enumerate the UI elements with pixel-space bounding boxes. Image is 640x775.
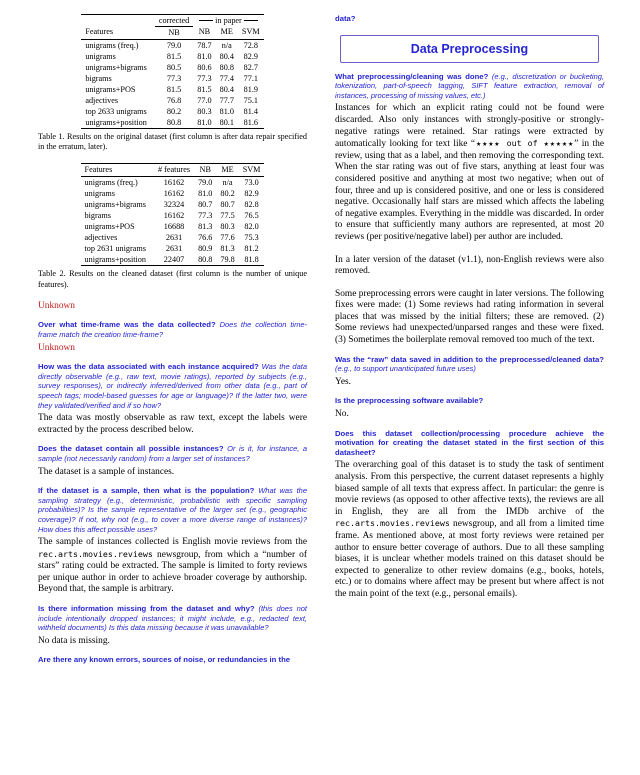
- value-cell: 81.0: [219, 106, 234, 116]
- section-header-data-preprocessing: [340, 35, 599, 63]
- table-row: [81, 62, 263, 73]
- feature-cell: bigrams: [84, 210, 111, 220]
- question-text: What preprocessing/cleaning was done?: [335, 71, 489, 81]
- answer-missing: No data is missing.: [38, 635, 110, 646]
- newsgroup-name: rec.arts.movies.reviews: [38, 548, 153, 559]
- table-row: [81, 40, 263, 52]
- value-cell: 32324: [163, 199, 185, 209]
- value-cell: 80.6: [197, 62, 212, 72]
- value-cell: 82.9: [244, 188, 259, 198]
- value-cell: 79.0: [166, 40, 182, 50]
- table-row: [81, 117, 263, 129]
- question-text: Was the “raw” data saved in addition to the preprocessed/cleaned data?: [335, 354, 604, 364]
- question-detail: (e.g., discretization or bucketing, tokenization, part-of-speech tagging, SIFT feature extraction, removal of instances, processing of missing values, etc.): [335, 71, 604, 100]
- answer-text: Instances for which an explicit rating could not be found were discarded. Also only instances with strongly-positive or strongly-negative ratings were retained. Star ratings were extracted by automatically looking for text like “: [335, 103, 604, 150]
- table2-body: [81, 177, 265, 266]
- question-errors-continued: [335, 14, 604, 24]
- value-cell: 82.9: [243, 51, 258, 61]
- value-cell: n/a: [221, 40, 232, 50]
- feature-cell: unigrams+POS: [85, 84, 136, 94]
- value-cell: n/a: [222, 177, 233, 187]
- section-title: Data Preprocessing: [410, 41, 529, 56]
- value-cell: 77.3: [166, 73, 182, 83]
- column-header: NB: [194, 164, 216, 177]
- question-text: Is the preprocessing software available?: [335, 396, 484, 406]
- table-row: [81, 73, 263, 84]
- column-header: ME: [216, 164, 238, 177]
- answer-raw-data-saved: Yes.: [335, 376, 351, 387]
- table1-caption: Table 1. Results on the original dataset (first column is after data repair specified in the erratum, later).: [38, 132, 307, 152]
- answer-acquired: The data was mostly observable as raw text, except the labels were extracted by the process described below.: [38, 413, 307, 435]
- value-cell: 81.2: [244, 243, 259, 253]
- answer-unknown-1: Unknown: [38, 300, 75, 311]
- value-cell: 76.8: [166, 95, 182, 105]
- column-header: NB: [193, 27, 215, 40]
- question-errors: [38, 655, 307, 665]
- value-cell: 75.3: [244, 232, 259, 242]
- value-cell: 22407: [163, 254, 185, 264]
- feature-cell: unigrams+position: [84, 254, 146, 264]
- value-cell: 77.7: [219, 95, 234, 105]
- question-missing: [38, 604, 307, 633]
- value-cell: 76.6: [198, 232, 213, 242]
- value-cell: 76.5: [244, 210, 259, 220]
- value-cell: 73.0: [244, 177, 259, 187]
- table-row: [81, 106, 263, 117]
- value-cell: 16688: [163, 221, 185, 231]
- table2-caption: Table 2. Results on the cleaned dataset (first column is the number of unique features).: [38, 269, 307, 289]
- feature-cell: adjectives: [84, 232, 118, 242]
- answer-unknown-2: Unknown: [38, 342, 75, 353]
- answer-text: ” in the review, using that as a label, and then removing the corresponding text. When the star rating was out of five stars, anything at least four was considered positive and anything at most two negative; when out of four, three and up is considered positive, and one or less is considered negative. Occasionally half stars are missed which affects the labeling of negative examples. Everything in the middle was discarded. In order to ensure that sufficiently many authors are represented, at most 20 reviews (per positive/negative label) per author are included.: [335, 139, 604, 242]
- value-cell: 79.8: [220, 254, 235, 264]
- right-column: [335, 12, 604, 775]
- results-table-original: [81, 14, 263, 129]
- value-cell: 81.0: [197, 51, 212, 61]
- answer-preprocessing-2: In a later version of the dataset (v1.1), non-English reviews were also removed.: [335, 254, 604, 277]
- column-header: # features: [154, 164, 194, 177]
- feature-cell: unigrams (freq.): [84, 177, 138, 187]
- value-cell: 81.3: [220, 243, 235, 253]
- table-row: [81, 221, 265, 232]
- feature-cell: unigrams: [85, 51, 116, 61]
- column-header: ME: [216, 27, 238, 40]
- feature-cell: adjectives: [85, 95, 119, 105]
- value-cell: 75.1: [243, 95, 258, 105]
- table-row: [81, 210, 265, 221]
- empty-cell: [81, 15, 154, 27]
- table2-column-header-row: [81, 164, 265, 177]
- question-achieves-motivation: [335, 429, 604, 458]
- dash-rule: [244, 20, 258, 21]
- value-cell: 16162: [163, 210, 185, 220]
- results-table-cleaned: [81, 163, 265, 266]
- column-header: SVM: [239, 164, 265, 177]
- value-cell: 80.5: [166, 62, 182, 72]
- question-text: Does this dataset collection/processing procedure achieve the motivation for creating the dataset stated in the first section of this datasheet?: [335, 428, 604, 457]
- table-row: [81, 177, 265, 189]
- question-population: [38, 486, 307, 534]
- question-raw-data-saved: [335, 355, 604, 374]
- feature-cell: unigrams+POS: [84, 221, 135, 231]
- feature-cell: unigrams+bigrams: [84, 199, 146, 209]
- table2-header: [81, 164, 265, 177]
- value-cell: 81.5: [166, 84, 182, 94]
- value-cell: 77.4: [219, 73, 234, 83]
- table-row: [81, 188, 265, 199]
- dash-rule: [199, 20, 213, 21]
- table-row: [81, 51, 263, 62]
- value-cell: 80.4: [219, 51, 234, 61]
- question-text: If the dataset is a sample, then what is the population?: [38, 486, 255, 496]
- value-cell: 80.3: [197, 106, 212, 116]
- value-cell: 80.8: [219, 62, 234, 72]
- value-cell: 81.5: [197, 84, 212, 94]
- question-text: Does the dataset contain all possible instances?: [38, 444, 224, 454]
- value-cell: 72.8: [243, 40, 258, 50]
- value-cell: 77.0: [197, 95, 212, 105]
- feature-cell: bigrams: [85, 73, 112, 83]
- value-cell: 81.5: [166, 51, 182, 61]
- column-header: SVM: [238, 27, 264, 40]
- newsgroup-name: rec.arts.movies.reviews: [335, 518, 450, 529]
- value-cell: 82.0: [244, 221, 259, 231]
- feature-cell: top 2633 unigrams: [85, 106, 147, 116]
- value-cell: 81.0: [197, 117, 212, 127]
- question-text: Over what time-frame was the data collected?: [38, 320, 216, 330]
- feature-cell: unigrams+position: [85, 117, 147, 127]
- value-cell: 80.7: [220, 199, 235, 209]
- table-row: [81, 95, 263, 106]
- value-cell: 16162: [163, 188, 185, 198]
- star-rating-pattern: ★★★★ out of ★★★★★: [475, 138, 575, 149]
- answer-achieves-motivation: [335, 460, 604, 600]
- column-header: NB: [155, 27, 193, 40]
- value-cell: 81.3: [198, 221, 213, 231]
- left-column: [38, 12, 307, 775]
- table1-group-row: [81, 15, 263, 27]
- value-cell: 78.7: [197, 40, 212, 50]
- value-cell: 2631: [165, 243, 183, 253]
- value-cell: 77.6: [220, 232, 235, 242]
- value-cell: 16162: [163, 177, 185, 187]
- value-cell: 81.8: [244, 254, 259, 264]
- question-text: data?: [335, 14, 356, 23]
- table-row: [81, 232, 265, 243]
- value-cell: 77.3: [198, 210, 213, 220]
- feature-cell: unigrams: [84, 188, 115, 198]
- question-detail: What was the sampling strategy (e.g., deterministic, probabilistic with specific sampling probabilities)? Is the sample representative of the larger set (e.g., geographic coverage)? If not, why not (e.g., to cover a more diverse range of instances)? How does this affect possible uses?: [38, 486, 307, 534]
- answer-text: The sample of instances collected is English movie reviews from the: [38, 537, 307, 548]
- feature-cell: unigrams+bigrams: [85, 62, 147, 72]
- value-cell: 80.2: [166, 106, 182, 116]
- answer-all-instances: The dataset is a sample of instances.: [38, 466, 175, 477]
- table-row: [81, 254, 265, 266]
- table-row: [81, 199, 265, 210]
- column-header: Features: [81, 164, 154, 177]
- answer-software-available: No.: [335, 409, 349, 420]
- answer-preprocessing-3: Some preprocessing errors were caught in later versions. The following fixes were made: (1) Some reviews had rating information in several places that was missed by the initial filters; these are removed. (2) Some reviews had unexpected/unparsed ranges and these were fixed. (3) Sometimes the boilerplate removal removed too much of the text.: [335, 288, 604, 346]
- question-acquired: [38, 362, 307, 410]
- value-cell: 80.7: [198, 199, 213, 209]
- question-software-available: [335, 396, 604, 406]
- inpaper-wrap: [197, 16, 259, 26]
- table1-group-corrected: corrected: [155, 15, 193, 27]
- value-cell: 81.6: [243, 117, 258, 127]
- table-row: [81, 243, 265, 254]
- value-cell: 80.3: [220, 221, 235, 231]
- answer-population: [38, 537, 307, 596]
- value-cell: 80.8: [166, 117, 182, 127]
- table1-group-inpaper: [193, 15, 263, 27]
- value-cell: 77.1: [243, 73, 258, 83]
- value-cell: 80.9: [198, 243, 213, 253]
- value-cell: 77.5: [220, 210, 235, 220]
- feature-cell: unigrams (freq.): [85, 40, 139, 50]
- feature-cell: top 2631 unigrams: [84, 243, 146, 253]
- question-timeframe: [38, 320, 307, 339]
- table1-block: [38, 14, 307, 152]
- answer-text: The overarching goal of this dataset is to study the task of sentiment analysis. From this perspective, the current dataset represents a highly biased sample of all texts that express affect. In particular: the genre is movie reviews (as opposed to other affective texts), the reviews are all in English, they are all from the IMDb archive of the: [335, 460, 604, 517]
- value-cell: 2631: [165, 232, 183, 242]
- column-header: Features: [81, 27, 154, 40]
- value-cell: 79.0: [198, 177, 213, 187]
- value-cell: 81.0: [198, 188, 213, 198]
- table1-body: [81, 40, 263, 129]
- value-cell: 80.4: [219, 84, 234, 94]
- inpaper-label: in paper: [215, 15, 242, 25]
- value-cell: 80.2: [220, 188, 235, 198]
- question-preprocessing: [335, 72, 604, 101]
- value-cell: 80.1: [219, 117, 234, 127]
- question-text: Is there information missing from the dataset and why?: [38, 604, 255, 614]
- table2-block: [38, 163, 307, 289]
- question-text: How was the data associated with each instance acquired?: [38, 362, 259, 372]
- question-detail: Was the data directly observable (e.g., raw text, movie ratings), reported by subjects (e.g., survey responses), or indirectly inferred/derived from other data (e.g., part of speech tags; model-based guesses for age or language)? If the latter two, were they validated/verified and if so how?: [38, 362, 307, 410]
- value-cell: 77.3: [197, 73, 212, 83]
- table1-column-header-row: [81, 27, 263, 40]
- question-detail: Or is it, for instance, a sample (not necessarily random) from a larger set of instances?: [38, 444, 308, 463]
- value-cell: 82.7: [243, 62, 258, 72]
- table1-header: [81, 15, 263, 40]
- answer-text: newsgroup, and all from a limited time frame. As mentioned above, at most forty reviews were retained per author to ensure better coverage of authors. Due to all these sampling biases, it is unclear whether models trained on this dataset should be expected to generalize to other review domains (e.g., books, hotels, etc.) or to domains where affect may be present but where affect is not the main point of the text (e.g., personal emails).: [335, 519, 604, 599]
- value-cell: 80.8: [198, 254, 213, 264]
- question-detail: (e.g., to support unanticipated future uses): [335, 364, 476, 374]
- question-text: Are there any known errors, sources of noise, or redundancies in the: [38, 655, 291, 665]
- question-all-instances: [38, 444, 307, 463]
- table-row: [81, 84, 263, 95]
- value-cell: 82.8: [244, 199, 259, 209]
- answer-text: newsgroup, from which a “number of stars” rating could be extracted. The sample is limited to forty reviews per unique author in order to achieve broader coverage by authorship. Beyond that, the sample is arbitrary.: [38, 549, 307, 595]
- question-detail: (this does not include intentionally dropped instances; it might include, e.g., redacted text, withheld documents) Is this data missing because it was unavailable?: [38, 604, 307, 633]
- value-cell: 81.9: [243, 84, 258, 94]
- answer-preprocessing-1: [335, 103, 604, 243]
- value-cell: 81.4: [243, 106, 258, 116]
- question-detail: Does the collection time-frame match the creation time-frame?: [38, 320, 307, 339]
